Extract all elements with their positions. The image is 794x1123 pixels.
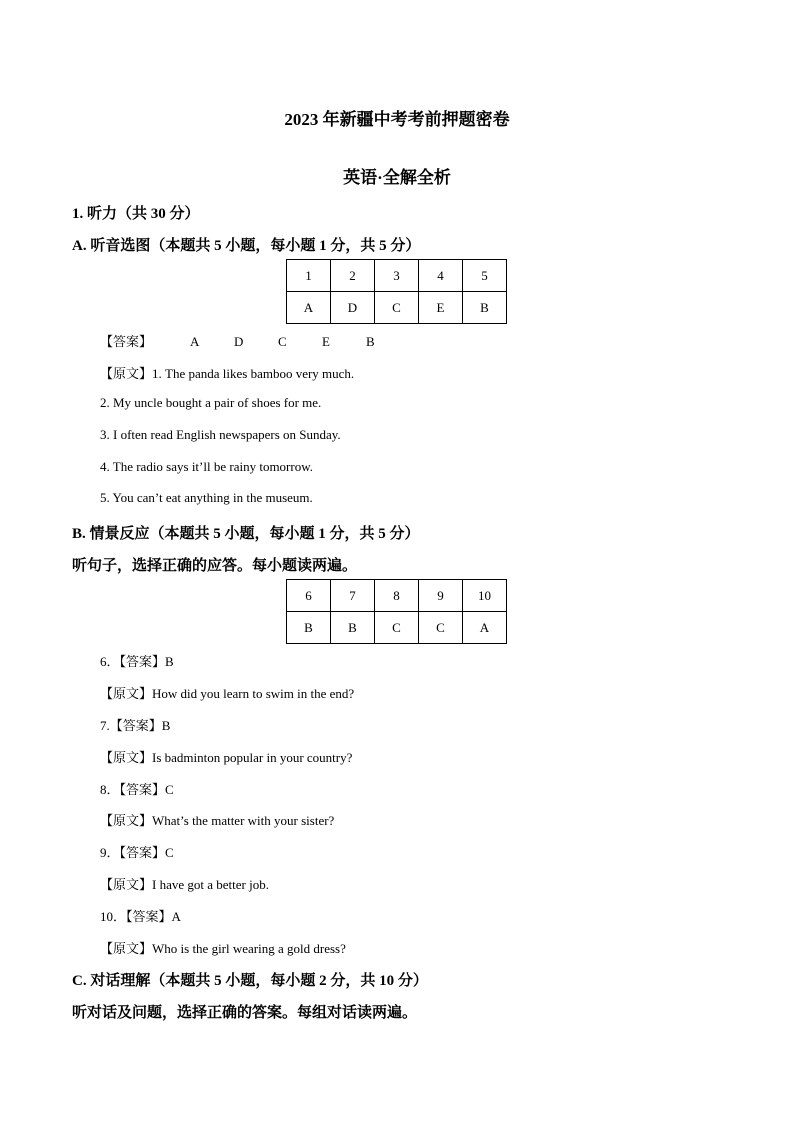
part-a-script-line: 4. The radio says it’ll be rainy tomorrow. <box>100 459 314 474</box>
table-cell-number: 9 <box>419 580 463 612</box>
table-row <box>287 292 507 324</box>
part-a-script-line: 5. You can’t eat anything in the museum. <box>100 490 313 505</box>
table-cell-answer: B <box>287 612 331 644</box>
document-title: 2023 年新疆中考考前押题密卷 <box>284 110 510 129</box>
table-cell-number: 6 <box>287 580 331 612</box>
answer-value: C <box>278 334 287 349</box>
answer-value: D <box>234 334 244 349</box>
answer-value: E <box>322 334 330 349</box>
table-cell-answer: C <box>375 292 419 324</box>
part-b-instruction: 听句子，选择正确的应答。每小题读两遍。 <box>72 558 358 574</box>
table-cell-number: 4 <box>419 260 463 292</box>
table-cell-number: 3 <box>375 260 419 292</box>
table-cell-answer: C <box>375 612 419 644</box>
script-label: 【原文】 <box>100 366 153 381</box>
part-b-answer: 9．【答案】C <box>100 845 174 860</box>
table-cell-answer: C <box>419 612 463 644</box>
part-a-script-line: 3. I often read English newspapers on Sunday. <box>100 427 341 442</box>
answer-label: 【答案】 <box>100 334 153 349</box>
part-b-answer: 7.【答案】B <box>100 718 171 733</box>
table-cell-answer: E <box>419 292 463 324</box>
section-heading: 1. 听力（共 30 分） <box>72 206 200 222</box>
table-row <box>287 260 507 292</box>
answer-value: B <box>366 334 375 349</box>
part-b-script: 【原文】Is badminton popular in your country? <box>100 750 353 765</box>
table-cell-number: 7 <box>331 580 375 612</box>
part-b-answer: 6．【答案】B <box>100 654 174 669</box>
table-cell-number: 1 <box>287 260 331 292</box>
table-cell-number: 10 <box>463 580 507 612</box>
answer-value: A <box>190 334 200 349</box>
part-c-instruction: 听对话及问题，选择正确的答案。每组对话读两遍。 <box>72 1005 418 1021</box>
part-a-answer-table <box>286 259 507 324</box>
table-cell-number: 8 <box>375 580 419 612</box>
part-a-answer-key <box>100 331 410 350</box>
part-b-script: 【原文】Who is the girl wearing a gold dress? <box>100 941 346 956</box>
part-c-heading: C. 对话理解（本题共 5 小题，每小题 2 分，共 10 分） <box>72 973 428 989</box>
table-cell-answer: A <box>463 612 507 644</box>
part-b-script: 【原文】How did you learn to swim in the end? <box>100 686 355 701</box>
table-cell-number: 5 <box>463 260 507 292</box>
part-b-heading: B. 情景反应（本题共 5 小题，每小题 1 分，共 5 分） <box>72 526 420 542</box>
part-b-script: 【原文】I have got a better job. <box>100 877 269 892</box>
part-a-script-line: 2. My uncle bought a pair of shoes for me. <box>100 395 322 410</box>
part-b-answer: 8．【答案】C <box>100 782 174 797</box>
table-cell-answer: A <box>287 292 331 324</box>
table-cell-answer: D <box>331 292 375 324</box>
document-subtitle: 英语·全解全析 <box>343 168 451 187</box>
part-b-script: 【原文】What’s the matter with your sister? <box>100 813 335 828</box>
part-b-answer: 10．【答案】A <box>100 909 181 924</box>
script-text: 1. The panda likes bamboo very much. <box>152 366 355 381</box>
table-row <box>287 612 507 644</box>
table-cell-number: 2 <box>331 260 375 292</box>
table-cell-answer: B <box>463 292 507 324</box>
part-a-heading: A. 听音选图（本题共 5 小题，每小题 1 分，共 5 分） <box>72 238 421 254</box>
table-cell-answer: B <box>331 612 375 644</box>
part-a-script-line <box>100 363 354 382</box>
table-row <box>287 580 507 612</box>
part-b-answer-table <box>286 579 507 644</box>
